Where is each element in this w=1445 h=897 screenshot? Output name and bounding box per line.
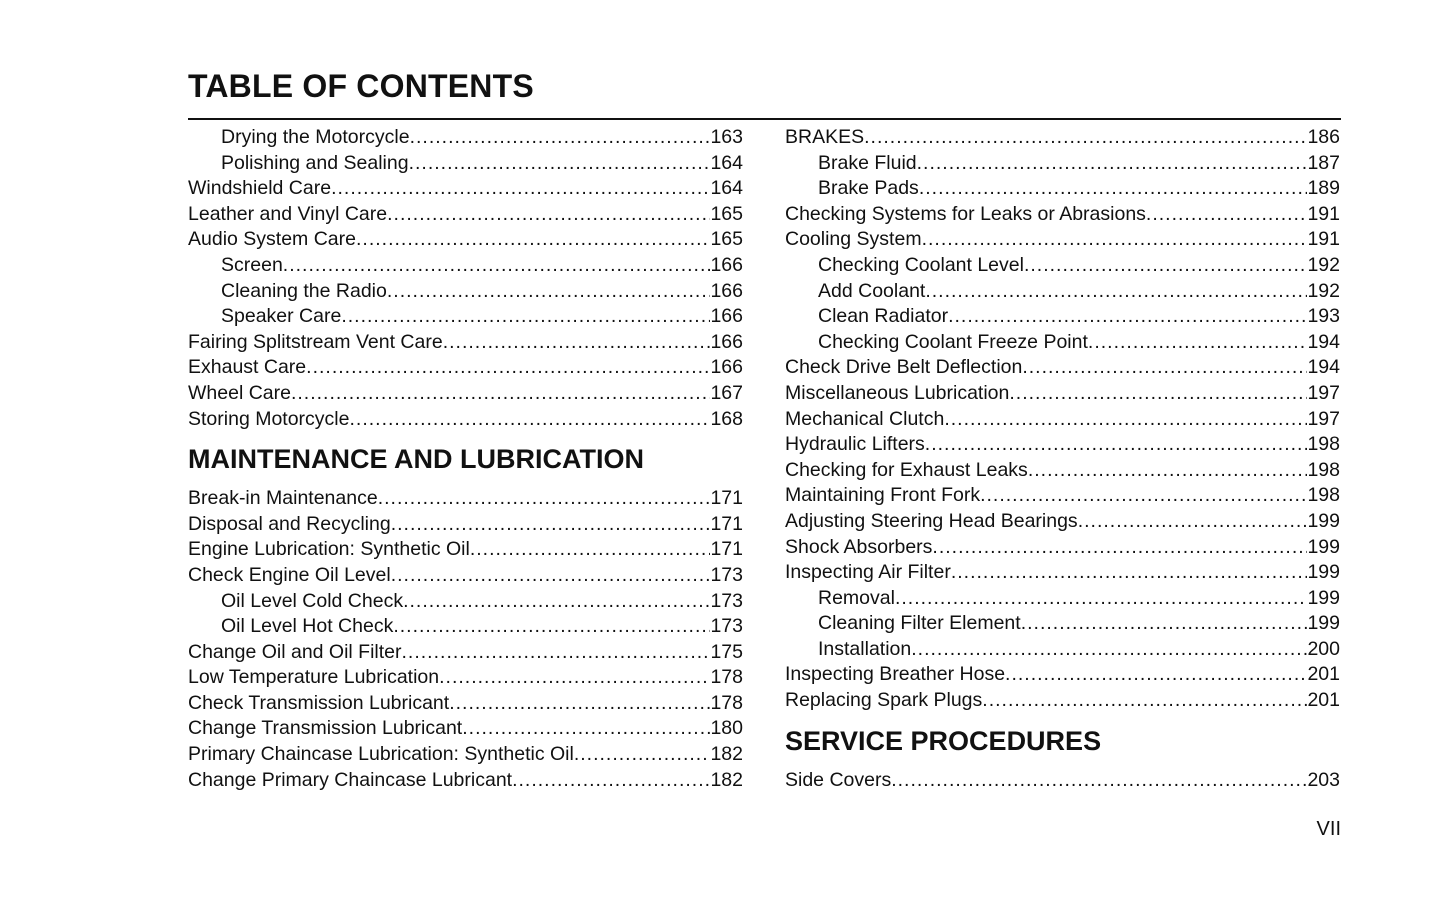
toc-entry-page-number: 198 [1307, 458, 1340, 481]
toc-entry[interactable] [188, 640, 743, 666]
toc-entry-label: Change Oil and Oil Filter [188, 640, 402, 663]
dot-leader [349, 407, 710, 433]
dot-leader [356, 227, 710, 253]
toc-entry[interactable] [188, 742, 743, 768]
dot-leader [895, 586, 1308, 612]
toc-entry-page-number: 197 [1307, 407, 1340, 430]
toc-entry[interactable] [785, 279, 1340, 305]
dot-leader [331, 176, 710, 202]
toc-entry[interactable] [785, 330, 1340, 356]
toc-entry-label: Hydraulic Lifters [785, 433, 925, 456]
dot-leader [1024, 253, 1307, 279]
dot-leader [932, 535, 1307, 561]
dot-leader [917, 151, 1308, 177]
toc-entry[interactable] [785, 662, 1340, 688]
toc-entry-page-number: 193 [1307, 305, 1340, 328]
toc-entry-page-number: 165 [710, 202, 743, 225]
toc-entry-page-number: 189 [1307, 177, 1340, 200]
dot-leader [387, 279, 711, 305]
dot-leader [410, 125, 711, 151]
toc-list [188, 486, 743, 793]
toc-entry-label: Clean Radiator [818, 305, 949, 328]
toc-entry-page-number: 167 [710, 381, 743, 404]
toc-entry-label: BRAKES [785, 126, 865, 148]
toc-entry-page-number: 180 [710, 717, 743, 740]
toc-entry[interactable] [188, 227, 743, 253]
toc-entry-page-number: 171 [710, 487, 743, 510]
dot-leader [864, 125, 1307, 151]
title-divider [188, 118, 1341, 120]
toc-entry[interactable] [188, 151, 743, 177]
page-title: TABLE OF CONTENTS [188, 68, 534, 104]
toc-entry[interactable] [785, 509, 1340, 535]
toc-entry[interactable] [188, 202, 743, 228]
dot-leader [1022, 355, 1307, 381]
toc-entry[interactable] [188, 768, 743, 794]
dot-leader [925, 279, 1307, 305]
toc-entry-label: Side Covers [785, 768, 892, 791]
dot-leader [391, 563, 711, 589]
toc-entry-page-number: 199 [1307, 535, 1340, 558]
toc-entry[interactable] [188, 512, 743, 538]
dot-leader [462, 716, 710, 742]
dot-leader [409, 151, 711, 177]
dot-leader [1146, 202, 1308, 228]
toc-entry-page-number: 171 [710, 512, 743, 535]
toc-entry-label: Cleaning the Radio [221, 279, 387, 302]
dot-leader [948, 304, 1307, 330]
toc-entry-page-number: 182 [710, 743, 743, 766]
toc-entry-page-number: 203 [1307, 768, 1340, 791]
dot-leader [1078, 509, 1308, 535]
dot-leader [283, 253, 711, 279]
dot-leader [1021, 611, 1308, 637]
toc-entry-page-number: 197 [1307, 381, 1340, 404]
toc-entry[interactable] [785, 560, 1340, 586]
toc-entry-label: Engine Lubrication: Synthetic Oil [188, 538, 470, 561]
toc-entry-page-number: 191 [1307, 202, 1340, 225]
toc-entry[interactable] [785, 355, 1340, 381]
toc-entry-label: Check Engine Oil Level [188, 563, 391, 586]
dot-leader [1005, 662, 1307, 688]
toc-entry-label: Brake Pads [818, 177, 919, 200]
toc-entry[interactable] [785, 535, 1340, 561]
toc-entry[interactable] [785, 688, 1340, 714]
dot-leader [925, 432, 1308, 458]
dot-leader [512, 768, 710, 794]
toc-entry-page-number: 187 [1307, 151, 1340, 174]
toc-entry-label: Audio System Care [188, 228, 356, 251]
toc-entry-label: Removal [818, 586, 895, 609]
toc-entry-label: Installation [818, 637, 912, 660]
toc-entry-label: Polishing and Sealing [221, 151, 409, 174]
dot-leader [919, 176, 1308, 202]
toc-entry-page-number: 199 [1307, 561, 1340, 584]
dot-leader [574, 742, 711, 768]
toc-entry-label: Fairing Splitstream Vent Care [188, 330, 443, 353]
toc-entry-label: Checking Coolant Level [818, 253, 1024, 276]
dot-leader [291, 381, 710, 407]
toc-entry[interactable] [188, 330, 743, 356]
toc-list [188, 125, 743, 432]
dot-leader [922, 227, 1308, 253]
toc-entry-label: Screen [221, 253, 283, 276]
toc-entry-label: Mechanical Clutch [785, 407, 945, 430]
dot-leader [306, 355, 710, 381]
toc-entry-page-number: 173 [710, 615, 743, 638]
toc-entry-label: Windshield Care [188, 177, 332, 200]
toc-entry[interactable] [188, 253, 743, 279]
toc-entry[interactable] [785, 637, 1340, 663]
toc-entry-page-number: 199 [1307, 509, 1340, 532]
toc-entry[interactable] [188, 279, 743, 305]
toc-entry-label: Storing Motorcycle [188, 407, 350, 430]
toc-entry[interactable] [188, 176, 743, 202]
toc-entry-page-number: 166 [710, 330, 743, 353]
toc-entry-label: Speaker Care [221, 305, 342, 328]
toc-entry-label: Checking Coolant Freeze Point [818, 330, 1088, 353]
dot-leader [891, 768, 1307, 794]
dot-leader [378, 486, 711, 512]
toc-entry[interactable] [188, 537, 743, 563]
toc-entry[interactable] [188, 691, 743, 717]
toc-entry-label: Adjusting Steering Head Bearings [785, 509, 1078, 532]
toc-entry[interactable] [785, 381, 1340, 407]
toc-entry[interactable] [785, 483, 1340, 509]
toc-entry-label: Oil Level Hot Check [221, 615, 394, 638]
toc-entry-label: Inspecting Air Filter [785, 561, 951, 584]
toc-entry-page-number: 201 [1307, 663, 1340, 686]
toc-entry[interactable] [785, 407, 1340, 433]
dot-leader [449, 691, 710, 717]
dot-leader [403, 589, 710, 615]
toc-entry-label: Wheel Care [188, 381, 291, 404]
dot-leader [387, 202, 710, 228]
toc-entry-label: Shock Absorbers [785, 535, 933, 558]
toc-entry-page-number: 166 [710, 356, 743, 379]
toc-entry-page-number: 194 [1307, 330, 1340, 353]
toc-entry[interactable] [785, 202, 1340, 228]
dot-leader [341, 304, 710, 330]
toc-entry-label: Cooling System [785, 228, 922, 251]
toc-entry-label: Disposal and Recycling [188, 512, 391, 535]
toc-entry-label: Low Temperature Lubrication [188, 666, 440, 689]
toc-right-column [785, 125, 1340, 793]
toc-entry-page-number: 166 [710, 253, 743, 276]
toc-entry[interactable] [188, 563, 743, 589]
toc-entry[interactable] [188, 716, 743, 742]
toc-entry-page-number: 164 [710, 177, 743, 200]
toc-entry-page-number: 192 [1307, 253, 1340, 276]
toc-entry-page-number: 198 [1307, 484, 1340, 507]
dot-leader [439, 665, 710, 691]
toc-entry-label: Miscellaneous Lubrication [785, 381, 1010, 404]
toc-entry-label: Inspecting Breather Hose [785, 663, 1006, 686]
toc-entry-label: Primary Chaincase Lubrication: Synthetic Oil [188, 743, 574, 766]
dot-leader [911, 637, 1307, 663]
page-number: VII [1316, 818, 1341, 840]
toc-entry-page-number: 178 [710, 691, 743, 714]
section-heading-maintenance: MAINTENANCE AND LUBRICATION [188, 444, 644, 475]
toc-entry[interactable] [188, 407, 743, 433]
toc-entry-label: Check Drive Belt Deflection [785, 356, 1023, 379]
dot-leader [951, 560, 1308, 586]
toc-entry-page-number: 198 [1307, 433, 1340, 456]
toc-entry[interactable] [785, 253, 1340, 279]
toc-entry[interactable] [188, 304, 743, 330]
toc-entry[interactable] [785, 611, 1340, 637]
toc-entry-page-number: 173 [710, 589, 743, 612]
toc-entry-page-number: 166 [710, 279, 743, 302]
toc-entry[interactable] [188, 589, 743, 615]
dot-leader [1088, 330, 1308, 356]
dot-leader [980, 483, 1307, 509]
toc-entry[interactable] [188, 486, 743, 512]
toc-entry-page-number: 199 [1307, 586, 1340, 609]
toc-entry-label: Checking Systems for Leaks or Abrasions [785, 202, 1146, 225]
toc-entry-page-number: 178 [710, 666, 743, 689]
toc-entry-page-number: 194 [1307, 356, 1340, 379]
toc-entry[interactable] [785, 125, 1340, 151]
toc-entry-label: Exhaust Care [188, 356, 307, 379]
toc-entry-page-number: 175 [710, 640, 743, 663]
toc-entry-page-number: 192 [1307, 279, 1340, 302]
toc-entry-page-number: 182 [710, 768, 743, 791]
toc-entry[interactable] [188, 665, 743, 691]
toc-entry-label: Leather and Vinyl Care [188, 202, 388, 225]
toc-entry[interactable] [785, 304, 1340, 330]
dot-leader [1028, 458, 1308, 484]
toc-entry-page-number: 173 [710, 563, 743, 586]
dot-leader [443, 330, 711, 356]
toc-entry-label: Brake Fluid [818, 151, 917, 174]
toc-entry[interactable] [785, 432, 1340, 458]
toc-entry-page-number: 201 [1307, 689, 1340, 712]
toc-entry-label: Add Coolant [818, 279, 926, 302]
toc-entry[interactable] [785, 586, 1340, 612]
toc-entry-page-number: 199 [1307, 612, 1340, 635]
toc-entry-label: Break-in Maintenance [188, 487, 378, 510]
toc-entry-label: Oil Level Cold Check [221, 589, 404, 612]
dot-leader [944, 407, 1307, 433]
toc-entry[interactable] [188, 355, 743, 381]
toc-entry[interactable] [785, 227, 1340, 253]
dot-leader [1009, 381, 1307, 407]
toc-entry-label: Cleaning Filter Element [818, 612, 1021, 635]
toc-left-column [188, 125, 743, 793]
toc-entry[interactable] [188, 125, 743, 151]
toc-entry-label: Checking for Exhaust Leaks [785, 458, 1028, 481]
toc-entry-label: Check Transmission Lubricant [188, 691, 450, 714]
toc-entry[interactable] [785, 768, 1340, 794]
section-heading-service-procedures: SERVICE PROCEDURES [785, 725, 1102, 756]
toc-list [785, 125, 1340, 714]
toc-entry-page-number: 191 [1307, 228, 1340, 251]
dot-leader [470, 537, 711, 563]
toc-entry[interactable] [188, 381, 743, 407]
toc-entry-label: Change Transmission Lubricant [188, 717, 463, 740]
toc-entry-page-number: 171 [710, 538, 743, 561]
toc-entry-label: Replacing Spark Plugs [785, 689, 983, 712]
toc-entry[interactable] [188, 614, 743, 640]
toc-entry-label: Drying the Motorcycle [221, 126, 410, 148]
toc-entry-page-number: 200 [1307, 637, 1340, 660]
toc-entry[interactable] [785, 458, 1340, 484]
toc-entry[interactable] [785, 151, 1340, 177]
toc-entry-page-number: 166 [710, 305, 743, 328]
toc-entry-page-number: 164 [710, 151, 743, 174]
dot-leader [402, 640, 711, 666]
toc-list [785, 768, 1340, 794]
toc-entry-label: Maintaining Front Fork [785, 484, 981, 507]
dot-leader [391, 512, 711, 538]
toc-entry[interactable] [785, 176, 1340, 202]
toc-entry-page-number: 186 [1307, 126, 1340, 148]
toc-entry-page-number: 168 [710, 407, 743, 430]
toc-entry-label: Change Primary Chaincase Lubricant [188, 768, 513, 791]
toc-entry-page-number: 165 [710, 228, 743, 251]
dot-leader [982, 688, 1307, 714]
dot-leader [393, 614, 710, 640]
toc-entry-page-number: 163 [710, 126, 743, 148]
